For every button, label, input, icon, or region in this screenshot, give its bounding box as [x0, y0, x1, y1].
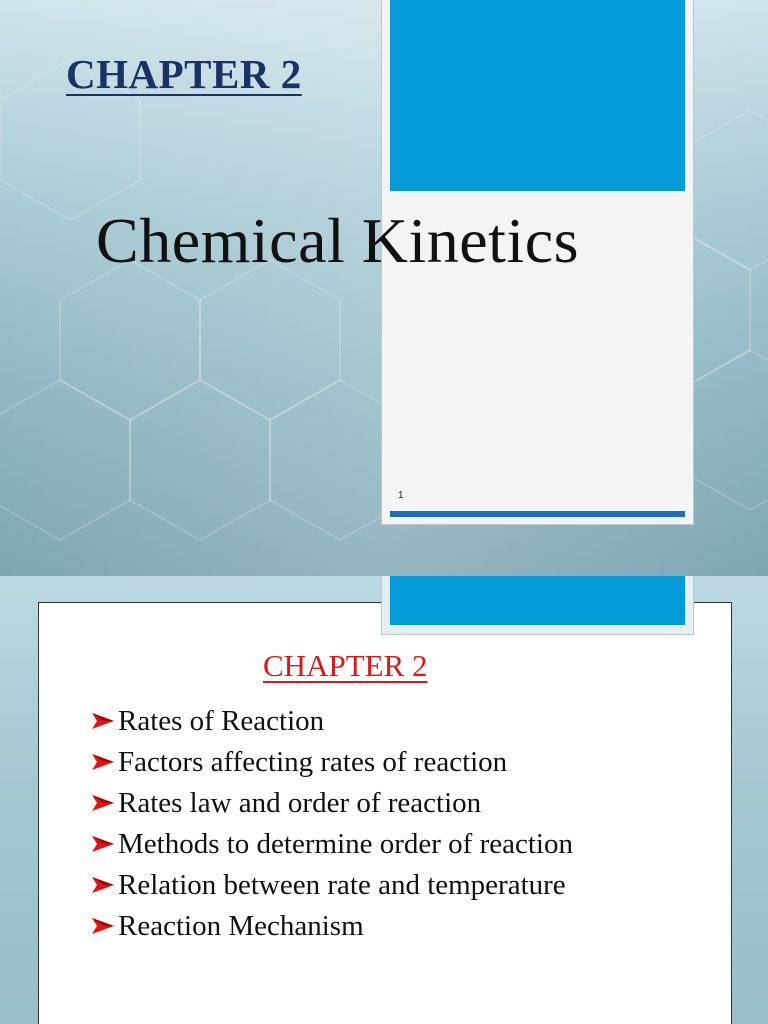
arrow-bullet-icon: [90, 916, 116, 936]
list-item-text: Methods to determine order of reaction: [118, 828, 573, 860]
slide-2: [0, 576, 768, 1024]
card-accent-block: [390, 0, 685, 191]
card-accent-block-2: [390, 576, 685, 625]
slide-title: Chemical Kinetics: [96, 205, 580, 276]
list-item-text: Factors affecting rates of reaction: [118, 746, 508, 778]
page-thumbnail-card-2: [382, 576, 693, 634]
list-item: [90, 701, 690, 742]
list-item: [90, 783, 690, 824]
card-footer-bar: [390, 511, 685, 517]
list-item: [90, 865, 690, 906]
arrow-bullet-icon: [90, 793, 116, 813]
arrow-bullet-icon: [90, 752, 116, 772]
list-item: [90, 742, 690, 783]
list-item: [90, 824, 690, 865]
arrow-bullet-icon: [90, 875, 116, 895]
page-number: 1: [398, 490, 404, 501]
list-item-text: Rates law and order of reaction: [118, 787, 482, 819]
list-item-text: Rates of Reaction: [118, 705, 325, 737]
topic-list: [90, 701, 690, 947]
arrow-bullet-icon: [90, 711, 116, 731]
content-heading: CHAPTER 2: [263, 648, 428, 683]
chapter-title: CHAPTER 2: [66, 51, 302, 97]
list-item-text: Reaction Mechanism: [118, 910, 364, 942]
arrow-bullet-icon: [90, 834, 116, 854]
list-item-text: Relation between rate and temperature: [118, 869, 566, 901]
page-number-2: 2: [398, 602, 404, 612]
list-item: [90, 906, 690, 947]
